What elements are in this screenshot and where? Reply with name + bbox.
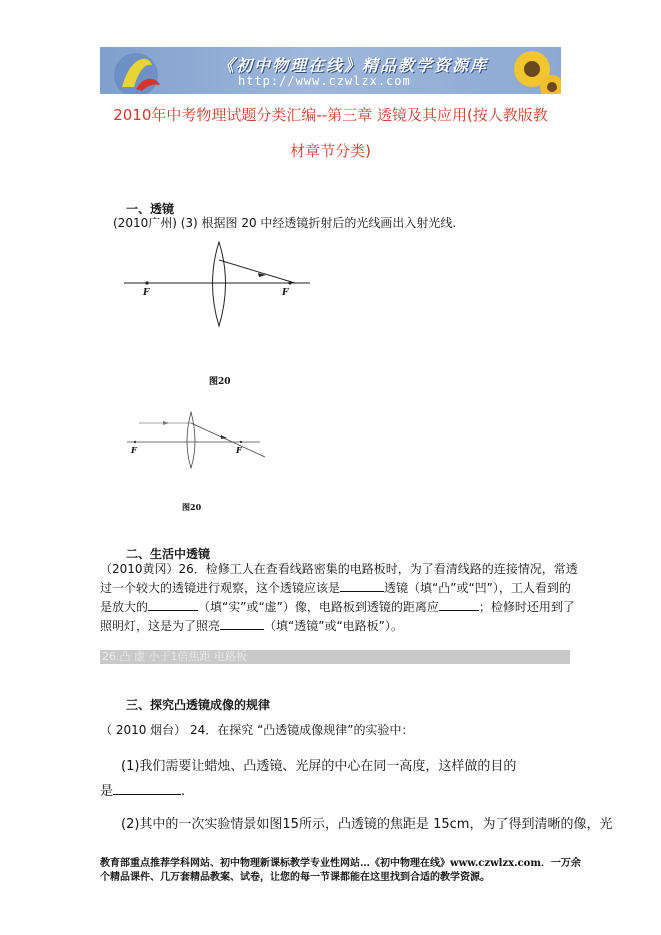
figure-caption: 图20	[182, 502, 202, 512]
banner-title: 《初中物理在线》精品教学资源库	[218, 56, 489, 75]
section3-q1-answer-line: 是 .	[100, 784, 186, 799]
section2-line2: 过一个较大的透镜进行观察，这个透镜应该是 透镜（填“凸”或“凹”），工人看到的	[100, 581, 571, 595]
section3-heading: 三、探究凸透镜成像的规律	[126, 698, 271, 712]
section2-line4: 照明灯，这是为了照亮 （填“透镜”或“电路板”）。	[100, 619, 403, 633]
section3-intro: （ 2010 烟台） 24．在探究 “凸透镜成像规律”的实验中：	[100, 723, 414, 737]
section1-question: (2010广州) (3) 根据图 20 中经透镜折射后的光线画出入射光线.	[113, 216, 457, 230]
document-title-line1: 2010年中考物理试题分类汇编--第三章 透镜及其应用(按人教版教	[113, 106, 548, 124]
section1-heading: 一、透镜	[126, 202, 175, 216]
figure-caption: 图20	[209, 377, 231, 387]
footer-line1: 教育部重点推荐学科网站、初中物理新课标教学专业性网站…《初中物理在线》www.czwlzx.com．一万余	[100, 858, 581, 869]
lens-figure-1	[120, 240, 330, 335]
footer-line2: 个精品课件、几万套精品教案、试卷，让您的每一节课都能在这里找到合适的教学资源。	[100, 872, 490, 883]
answer-blank[interactable]	[113, 782, 181, 795]
answer-blank[interactable]	[148, 598, 198, 611]
focus-label-left: F	[143, 288, 150, 298]
lens-figure-2	[125, 410, 270, 475]
answer-bar	[100, 650, 570, 664]
document-title-line2: 材章节分类)	[290, 142, 371, 160]
answer-blank[interactable]	[220, 617, 264, 630]
section3-q2: (2)其中的一次实验情景如图15所示，凸透镜的焦距是 15cm，为了得到清晰的像，光	[121, 817, 613, 832]
banner-url[interactable]: http://www.czwlzx.com	[238, 74, 411, 88]
section2-heading: 二、生活中透镜	[126, 547, 211, 561]
section2-line3: 是放大的 （填“实”或“虚”）像，电路板到透镜的距离应 ；检修时还用到了	[100, 600, 575, 614]
answer-blank[interactable]	[439, 598, 479, 611]
focus-label-left: F	[131, 445, 137, 455]
answer-blank[interactable]	[340, 579, 384, 592]
section3-q1: (1)我们需要让蜡烛、凸透镜、光屏的中心在同一高度，这样做的目的	[121, 759, 517, 774]
section2-line1: （2010黄冈）26．检修工人在查看线路密集的电路板时，为了看清线路的连接情况，常透	[100, 562, 578, 576]
focus-label-right: F	[282, 288, 289, 298]
answer-text: 26.凸 虚 小于1倍焦距 电路板	[102, 650, 247, 663]
focus-label-right: F	[236, 445, 242, 455]
header-banner	[100, 47, 561, 94]
